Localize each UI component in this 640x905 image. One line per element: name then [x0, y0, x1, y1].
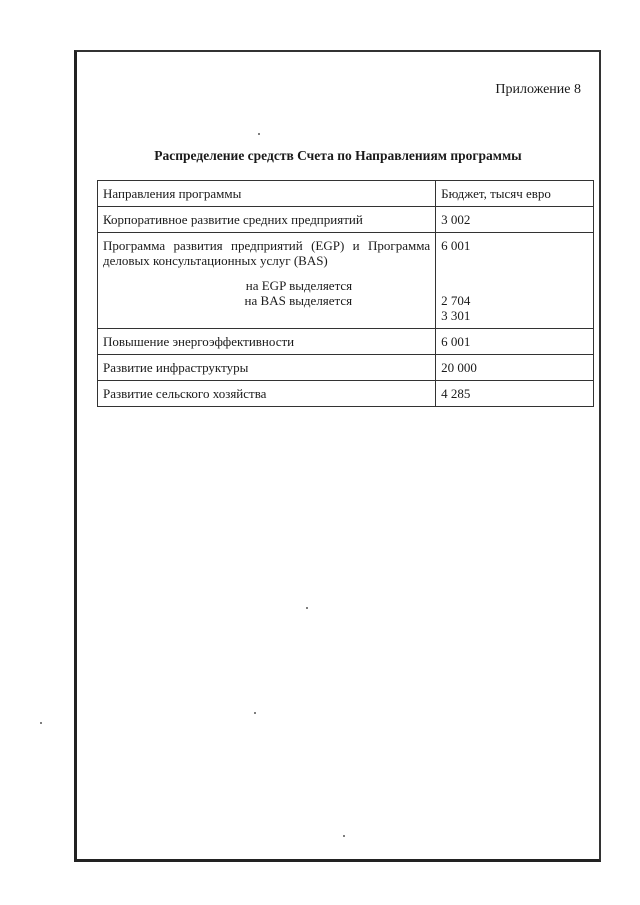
row-name: Развитие сельского хозяйства	[98, 381, 436, 407]
row-budget: 20 000	[436, 355, 594, 381]
row-spacer	[103, 268, 430, 278]
table-header-row	[98, 181, 594, 207]
row-budget-cell	[436, 233, 594, 329]
scan-speck	[254, 712, 256, 714]
table-row	[98, 233, 594, 329]
row-name: Корпоративное развитие средних предприятий	[98, 207, 436, 233]
header-directions: Направления программы	[98, 181, 436, 207]
table-row	[98, 381, 594, 407]
sub-allocation-budget: 2 704	[441, 293, 471, 308]
row-name-cell	[98, 233, 436, 329]
appendix-label: Приложение 8	[495, 82, 581, 97]
scan-speck	[40, 722, 42, 724]
row-budget: 3 002	[436, 207, 594, 233]
row-budget: 6 001	[441, 238, 471, 253]
scan-speck	[306, 607, 308, 609]
scan-speck	[258, 133, 260, 135]
row-spacer	[441, 253, 588, 293]
row-name: Развитие инфраструктуры	[98, 355, 436, 381]
table-row	[98, 207, 594, 233]
row-name: Программа развития предприятий (EGP) и Программа деловых консультационных услуг (BAS)	[103, 238, 431, 268]
sub-allocation-label: на EGP выделяется	[245, 278, 353, 293]
row-budget: 4 285	[436, 381, 594, 407]
header-budget: Бюджет, тысяч евро	[436, 181, 594, 207]
row-budget: 6 001	[436, 329, 594, 355]
sub-allocation-budget: 3 301	[441, 308, 471, 323]
scan-speck	[343, 835, 345, 837]
table-row	[98, 355, 594, 381]
page-frame	[74, 50, 601, 862]
budget-table	[97, 180, 594, 407]
row-name: Повышение энергоэффективности	[98, 329, 436, 355]
document-title: Распределение средств Счета по Направлениям программы	[154, 148, 522, 163]
table-row	[98, 329, 594, 355]
sub-allocation-label: на BAS выделяется	[244, 293, 353, 308]
